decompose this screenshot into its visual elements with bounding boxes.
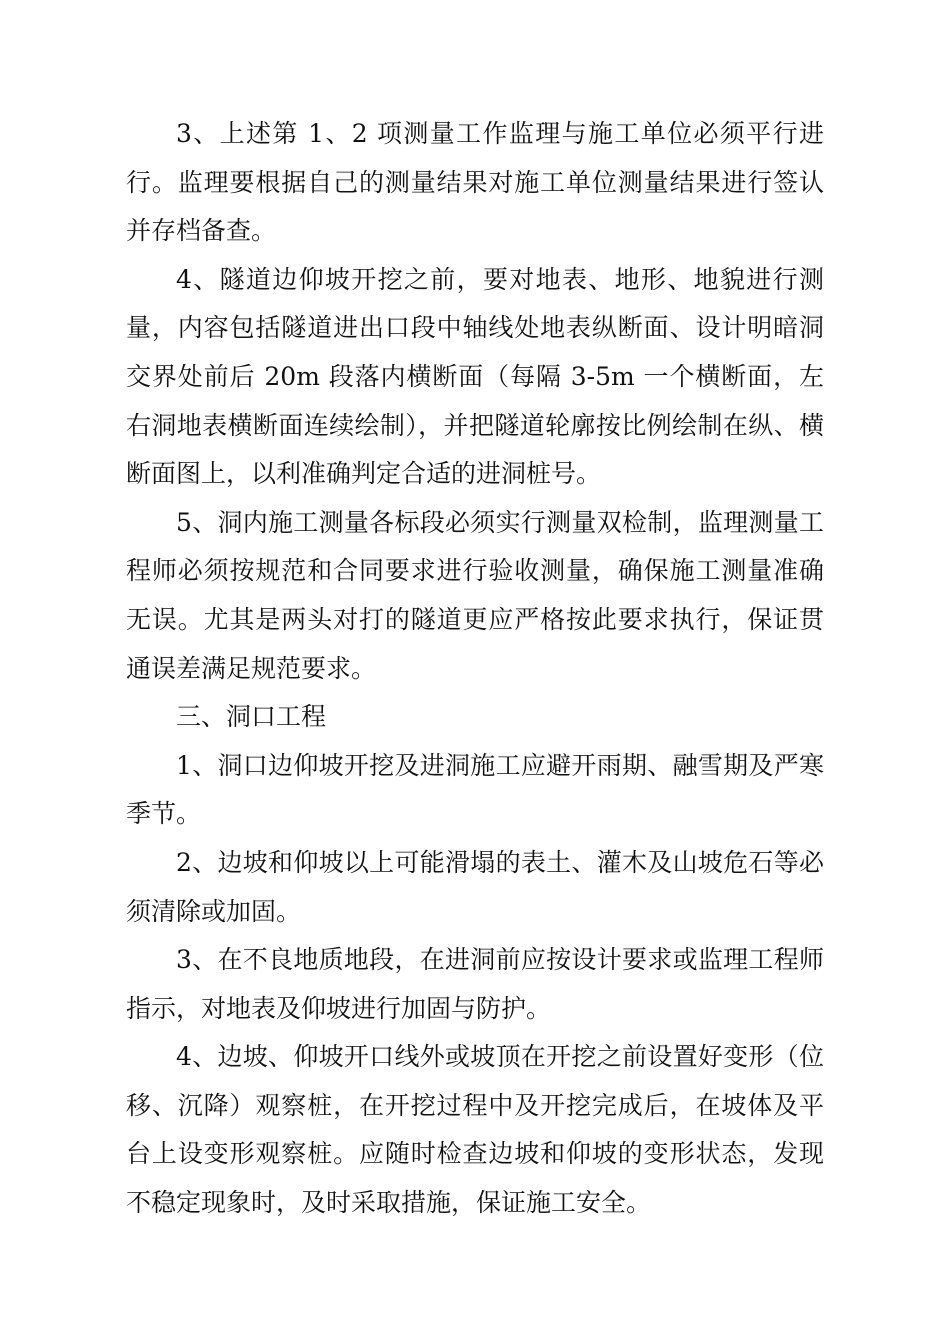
paragraph-avoid-seasons: 1、洞口边仰坡开挖及进洞施工应避开雨期、融雪期及严寒季节。	[126, 750, 824, 829]
paragraph-slope-survey: 4、隧道边仰坡开挖之前，要对地表、地形、地貌进行测量，内容包括隧道进出口段中轴线处地表纵断面、设计明暗洞交界处前后 20m 段落内横断面（每隔 3-5m 一个横断面，左右洞地表横断面连续绘制），并把隧道轮廓按比例绘制在纵、横断面图上，以利准确判定合适的进洞桩号。	[126, 264, 824, 489]
paragraph-double-check: 5、洞内施工测量各标段必须实行测量双检制，监理测量工程师必须按规范和合同要求进行验收测量，确保施工测量准确无误。尤其是两头对打的隧道更应严格按此要求执行，保证贯通误差满足规范要求。	[126, 507, 824, 683]
section-heading-portal-works: 三、洞口工程	[176, 702, 327, 732]
paragraph-survey-parallel: 3、上述第 1、2 项测量工作监理与施工单位必须平行进行。监理要根据自己的测量结果对施工单位测量结果进行签认并存档备查。	[126, 119, 824, 246]
paragraph-reinforcement: 3、在不良地质地段，在进洞前应按设计要求或监理工程师指示，对地表及仰坡进行加固与防护。	[126, 945, 824, 1023]
paragraph-clear-slope: 2、边坡和仰坡以上可能滑塌的表土、灌木及山坡危石等必须清除或加固。	[126, 847, 824, 926]
document-page	[126, 110, 824, 1228]
paragraph-deformation-monitoring: 4、边坡、仰坡开口线外或坡顶在开挖之前设置好变形（位移、沉降）观察桩，在开挖过程中及开挖完成后，在坡体及平台上设变形观察桩。应随时检查边坡和仰坡的变形状态，发现不稳定现象时，及时采取措施，保证施工安全。	[126, 1042, 824, 1218]
